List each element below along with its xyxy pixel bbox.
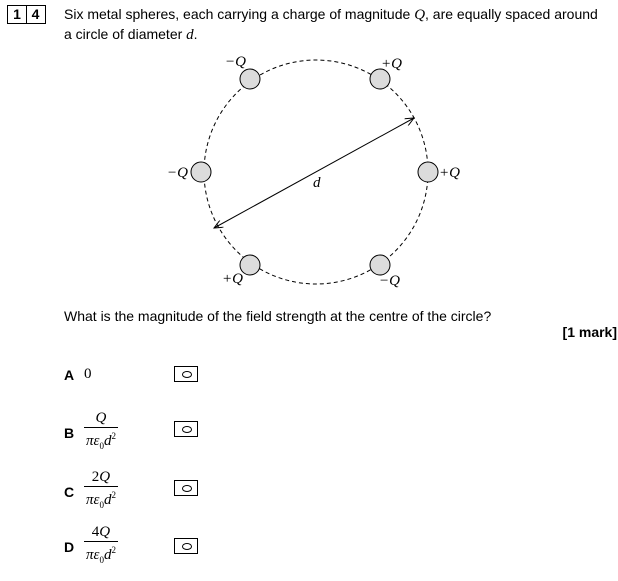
stem-text: , are equally spaced around a circle of diameter	[64, 6, 598, 42]
option-letter: B	[64, 424, 75, 441]
option-b	[64, 410, 118, 455]
option-d	[64, 524, 118, 569]
fraction-numerator: 2Q	[91, 469, 111, 485]
option-c-answer-box[interactable]	[174, 480, 198, 496]
option-value: 0	[84, 366, 92, 382]
option-c	[64, 469, 118, 514]
option-fraction	[84, 469, 118, 514]
fraction-denominator: $\pi\varepsilon_0d^2$	[86, 490, 116, 510]
option-a-answer-box[interactable]	[174, 366, 198, 382]
fraction-numerator: Q	[95, 410, 107, 426]
charge-label: −Q	[167, 165, 188, 181]
fraction-denominator: $\pi\varepsilon_0d^2$	[86, 431, 116, 451]
option-fraction	[84, 410, 118, 455]
question-number-digit: 4	[26, 5, 46, 24]
option-b-answer-box[interactable]	[174, 421, 198, 437]
stem-text: .	[193, 26, 198, 42]
stem-text: Six metal spheres, each carrying a charge of magnitude	[64, 6, 415, 22]
option-fraction	[84, 524, 118, 569]
charge-label: +Q	[222, 271, 243, 287]
sphere	[240, 69, 260, 89]
question-prompt: What is the magnitude of the field strength at the centre of the circle?	[64, 308, 492, 324]
sphere	[370, 69, 390, 89]
diameter-arrow	[214, 118, 414, 228]
sphere	[370, 255, 390, 275]
sphere	[418, 162, 438, 182]
stem-symbol-d: d	[186, 27, 194, 43]
sphere	[191, 162, 211, 182]
option-letter: A	[64, 366, 75, 383]
option-a	[64, 366, 92, 383]
charge-label: −Q	[379, 273, 400, 289]
mark-allocation: [1 mark]	[562, 324, 617, 340]
charge-label: −Q	[225, 54, 246, 70]
fraction-denominator: $\pi\varepsilon_0d^2$	[86, 545, 116, 565]
fraction-numerator: 4Q	[91, 524, 111, 540]
option-letter: D	[64, 538, 75, 555]
charge-label: +Q	[381, 56, 402, 72]
stem-symbol-q: Q	[414, 7, 426, 23]
option-letter: C	[64, 483, 75, 500]
diameter-label: d	[313, 175, 321, 191]
question-number-digit: 1	[7, 5, 27, 24]
option-d-answer-box[interactable]	[174, 538, 198, 554]
sphere	[240, 255, 260, 275]
charge-label: +Q	[439, 165, 460, 181]
